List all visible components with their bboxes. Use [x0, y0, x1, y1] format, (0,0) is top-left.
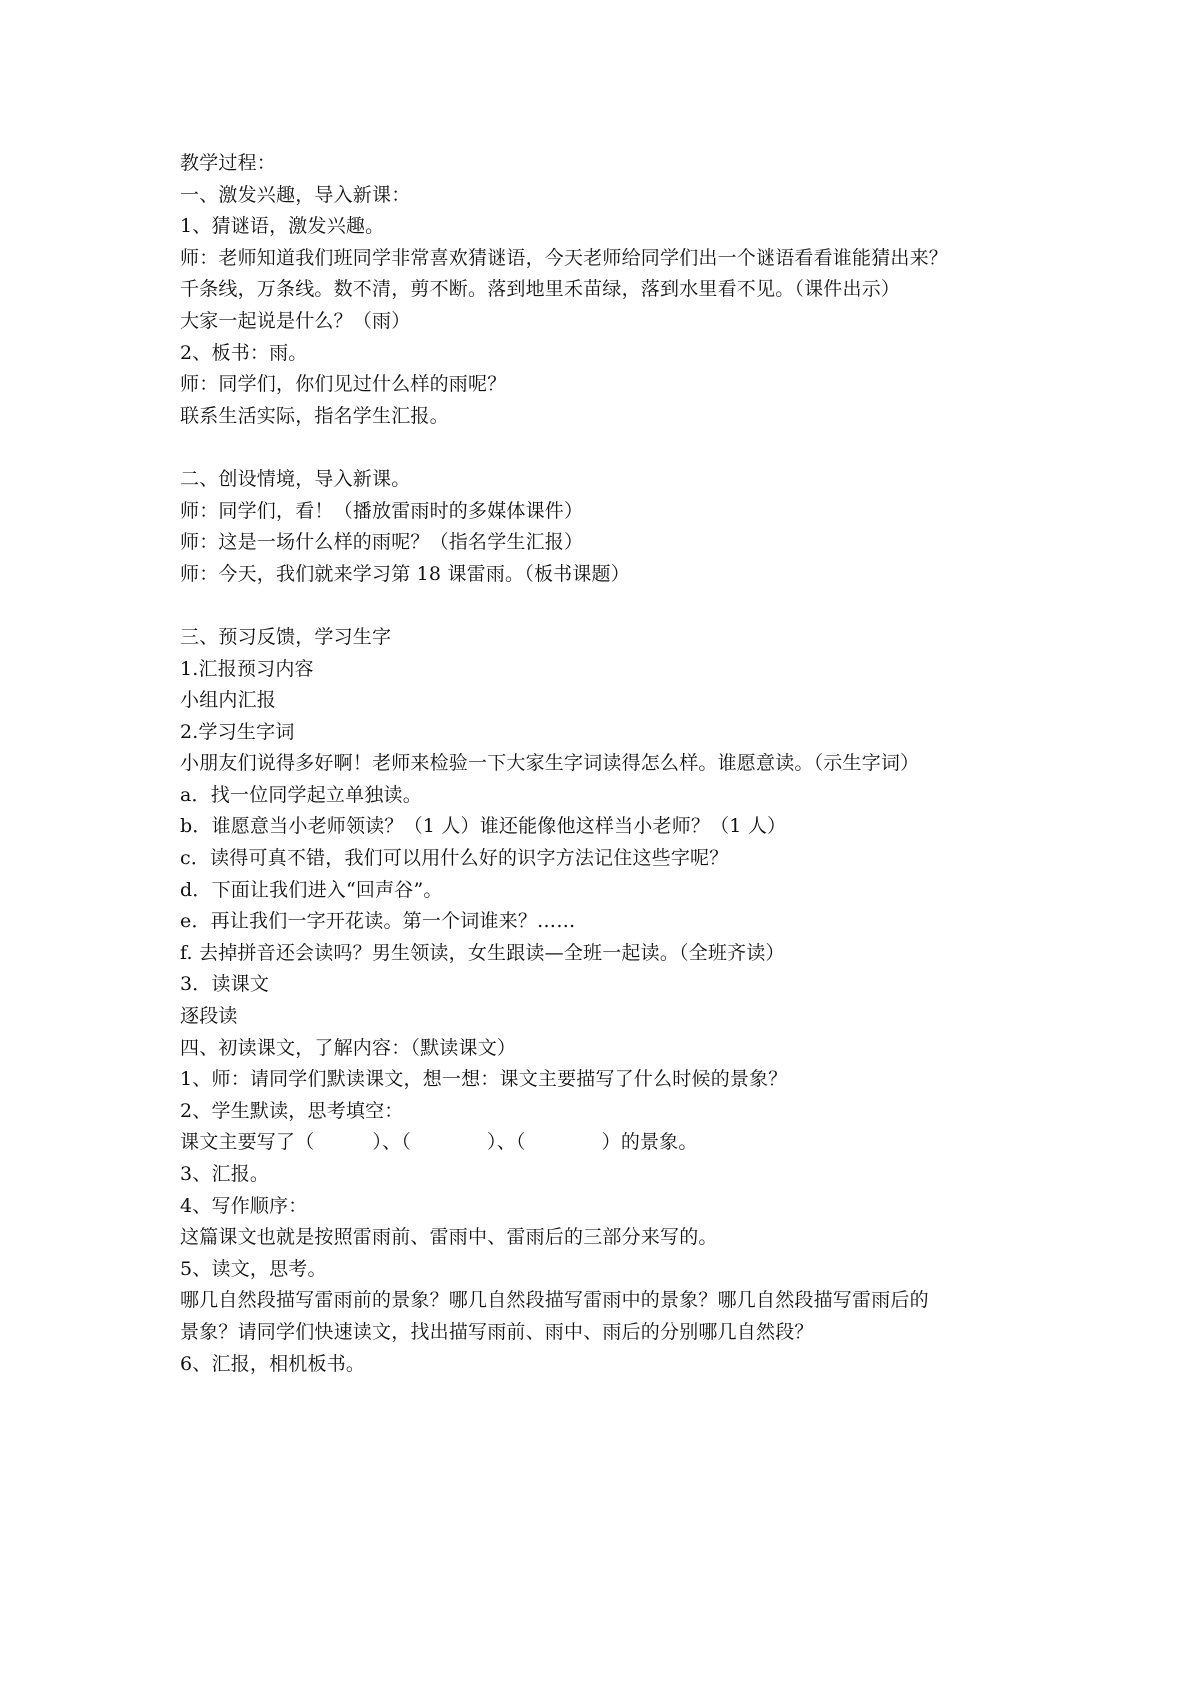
section4-line7: 哪几自然段描写雷雨前的景象？哪几自然段描写雷雨中的景象？哪几自然段描写雷雨后的: [180, 1289, 929, 1312]
section3-line2: 小组内汇报: [180, 689, 277, 712]
section3-item-f: f. 去掉拼音还会读吗？男生领读，女生跟读—全班一起读。（全班齐读）: [180, 941, 785, 964]
section4-line5: 这篇课文也就是按照雷雨前、雷雨中、雷雨后的三部分来写的。: [180, 1226, 718, 1249]
section3-line5: 3．读课文: [180, 973, 270, 996]
fill-sep-1: ）、（: [372, 1131, 412, 1154]
section1-line6: 师：同学们，你们见过什么样的雨呢？: [180, 373, 507, 396]
section3-item-d: d．下面让我们进入“回声谷”。: [180, 878, 443, 901]
section2-line3: 师：今天，我们就来学习第 18 课雷雨。（板书课题）: [180, 562, 630, 585]
section3-item-e: e．再让我们一字开花读。第一个词谁来？……: [180, 910, 576, 933]
section4-line3: 3、汇报。: [180, 1163, 270, 1185]
section1-title: 一、激发兴趣，导入新课：: [180, 183, 411, 206]
section3-line4: 小朋友们说得多好啊！老师来检验一下大家生字词读得怎么样。谁愿意读。（示生字词）: [180, 752, 920, 775]
section3-line1: 1.汇报预习内容: [180, 657, 314, 680]
section3-item-b: b．谁愿意当小老师领读？（1 人）谁还能像他这样当小老师？（1 人）: [180, 815, 787, 838]
section4-line6: 5、读文，思考。: [180, 1257, 327, 1280]
section3-item-a: a．找一位同学起立单独读。: [180, 783, 422, 806]
section4-line1: 1、师：请同学们默读课文，想一想：课文主要描写了什么时候的景象？: [180, 1068, 788, 1091]
section3-item-c: c．读得可真不错，我们可以用什么好的识字方法记住这些字呢？: [180, 847, 729, 870]
section3-line6: 逐段读: [180, 1005, 238, 1028]
section2-line1: 师：同学们，看！（播放雷雨时的多媒体课件）: [180, 499, 584, 522]
fill-prefix: 课文主要写了（: [180, 1131, 315, 1154]
section4-line2: 2、学生默读，思考填空：: [180, 1099, 404, 1122]
heading: 教学过程：: [180, 152, 277, 174]
spacer: [180, 432, 1060, 464]
spacer: [180, 590, 1060, 622]
fill-in-blank-line: [180, 1127, 1060, 1159]
section1-line2: 师：老师知道我们班同学非常喜欢猜谜语，今天老师给同学们出一个谜语看看谁能猜出来？: [180, 246, 949, 269]
section3-line3: 2.学习生字词: [180, 720, 295, 743]
section2-title: 二、创设情境，导入新课。: [180, 467, 411, 490]
section4-line9: 6、汇报，相机板书。: [180, 1352, 366, 1375]
section1-line1: 1、猜谜语，激发兴趣。: [180, 215, 385, 238]
section1-line4: 大家一起说是什么？（雨）: [180, 309, 411, 332]
section4-title: 四、初读课文，了解内容：（默读课文）: [180, 1036, 517, 1059]
section4-line8: 景象？请同学们快速读文，找出描写雨前、雨中、雨后的分别哪几自然段？: [180, 1320, 814, 1343]
fill-suffix: ）的景象。: [601, 1131, 698, 1154]
section1-line7: 联系生活实际，指名学生汇报。: [180, 404, 449, 427]
section3-title: 三、预习反馈，学习生字: [180, 625, 392, 648]
lesson-plan-body: [180, 148, 1060, 1380]
section1-line5: 2、板书：雨。: [180, 341, 308, 364]
section1-line3: 千条线，万条线。数不清，剪不断。落到地里禾苗绿，落到水里看不见。（课件出示）: [180, 278, 901, 301]
section4-line4: 4、写作顺序：: [180, 1194, 308, 1217]
fill-sep-2: ）、（: [487, 1131, 526, 1154]
section2-line2: 师：这是一场什么样的雨呢？（指名学生汇报）: [180, 531, 584, 554]
